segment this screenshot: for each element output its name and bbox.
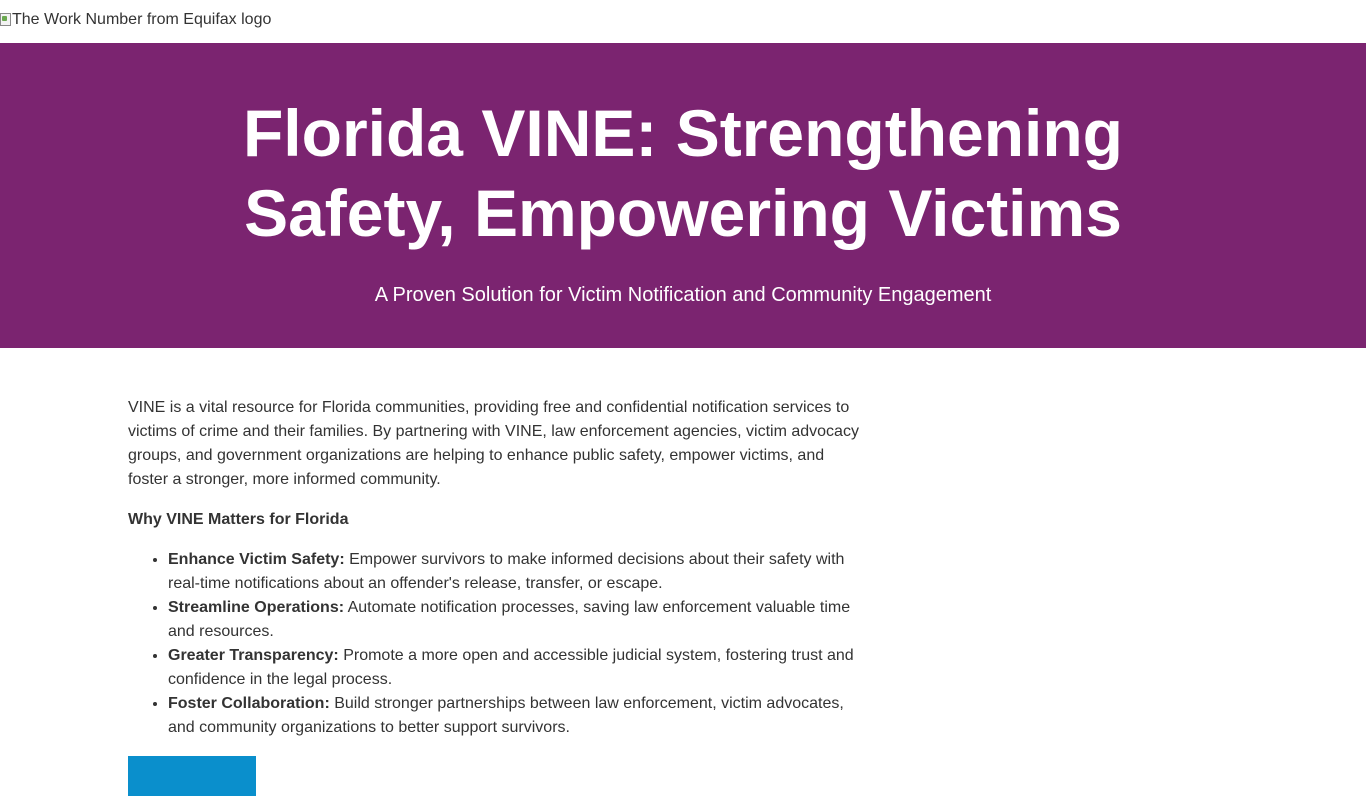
benefit-title: Enhance Victim Safety: — [168, 551, 345, 568]
broken-image-icon — [0, 13, 12, 27]
benefit-text: Automate notification processes, saving law enforcement valuable time and resources. — [168, 599, 851, 640]
intro-paragraph: VINE is a vital resource for Florida communities, providing free and confidential notification services to victims of crime and their families. By partnering with VINE, law enforcement agencies, victim advocacy groups, and government organizations are helping to enhance public safety, empower victims, and foster a stronger, more informed community. — [128, 399, 859, 488]
page-subtitle: A Proven Solution for Victim Notification and Community Engagement — [374, 284, 992, 306]
benefit-text: Empower survivors to make informed decisions about their safety with real-time notifications about an offender's release, transfer, or escape. — [168, 551, 845, 592]
list-item — [168, 596, 868, 644]
list-item — [168, 692, 868, 740]
list-item — [168, 644, 868, 692]
company-logo[interactable] — [0, 10, 271, 30]
benefit-title: Foster Collaboration: — [168, 695, 330, 712]
benefit-title: Streamline Operations: — [168, 599, 345, 616]
benefits-list — [128, 548, 868, 740]
list-item — [168, 548, 868, 596]
benefit-text: Promote a more open and accessible judicial system, fostering trust and confidence in the legal process. — [168, 647, 854, 688]
benefit-text: Build stronger partnerships between law enforcement, victim advocates, and community organizations to better support survivors. — [168, 695, 844, 736]
benefit-title: Greater Transparency: — [168, 647, 339, 664]
header-logo-bar — [0, 0, 1366, 43]
hero-banner — [0, 43, 1366, 348]
logo-alt-text: The Work Number from Equifax logo — [12, 11, 272, 28]
page-title: Florida VINE: Strengthening Safety, Empowering Victims — [242, 96, 1123, 250]
cta-button[interactable] — [128, 756, 256, 796]
main-content — [128, 396, 868, 740]
section-heading: Why VINE Matters for Florida — [128, 511, 349, 528]
